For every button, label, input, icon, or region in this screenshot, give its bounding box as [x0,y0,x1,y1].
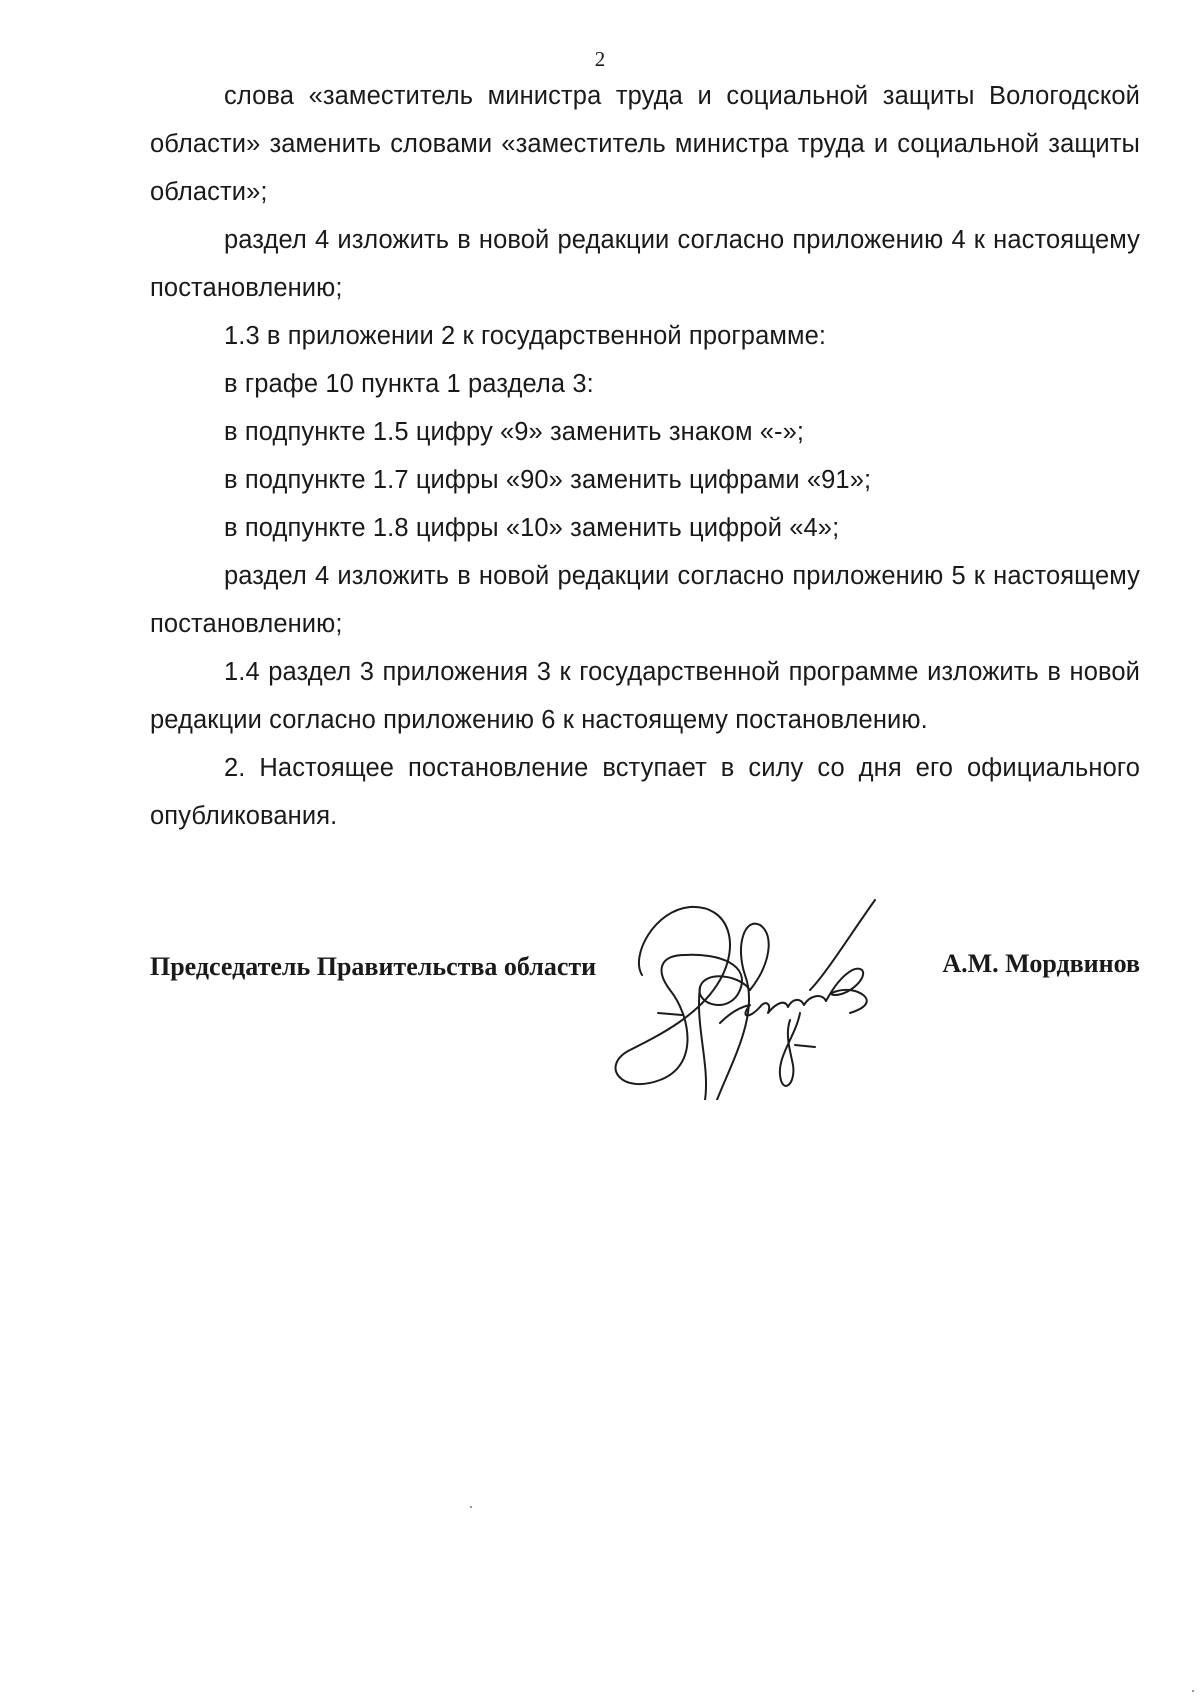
paragraph-item-1-4: 1.4 раздел 3 приложения 3 к государственной программе изложить в новой редакции согласно приложению 6 к настоящему постановлению. [150,658,1140,734]
handwritten-signature-icon [600,895,960,1100]
scan-speck [1192,1690,1194,1692]
page-number: 2 [594,47,606,71]
paragraph-section-4-appendix-4: раздел 4 изложить в новой редакции согласно приложению 4 к настоящему постановлению; [150,226,1140,302]
paragraph-effective-date: 2. Настоящее постановление вступает в силу со дня его официального опубликования. [150,754,1140,830]
scan-speck [470,1506,472,1508]
paragraph-subitem-1-8: в подпункте 1.8 цифры «10» заменить цифрой «4»; [224,514,840,542]
paragraph-section-4-appendix-5: раздел 4 изложить в новой редакции согласно приложению 5 к настоящему постановлению; [150,562,1140,638]
signatory-position: Председатель Правительства области [150,952,597,981]
paragraph-subitem-1-7: в подпункте 1.7 цифры «90» заменить цифрами «91»; [224,466,872,494]
document-body [150,72,1140,840]
paragraph-item-1-3: 1.3 в приложении 2 к государственной программе: [224,322,827,350]
paragraph-subitem-1-5: в подпункте 1.5 цифру «9» заменить знаком «-»; [224,418,805,446]
paragraph-column-10: в графе 10 пункта 1 раздела 3: [224,370,594,398]
paragraph-replace-words: слова «заместитель министра труда и социальной защиты Вологодской области» заменить словами «заместитель министра труда и социальной защиты области»; [150,82,1140,206]
signatory-name: А.М. Мордвинов [942,949,1140,978]
